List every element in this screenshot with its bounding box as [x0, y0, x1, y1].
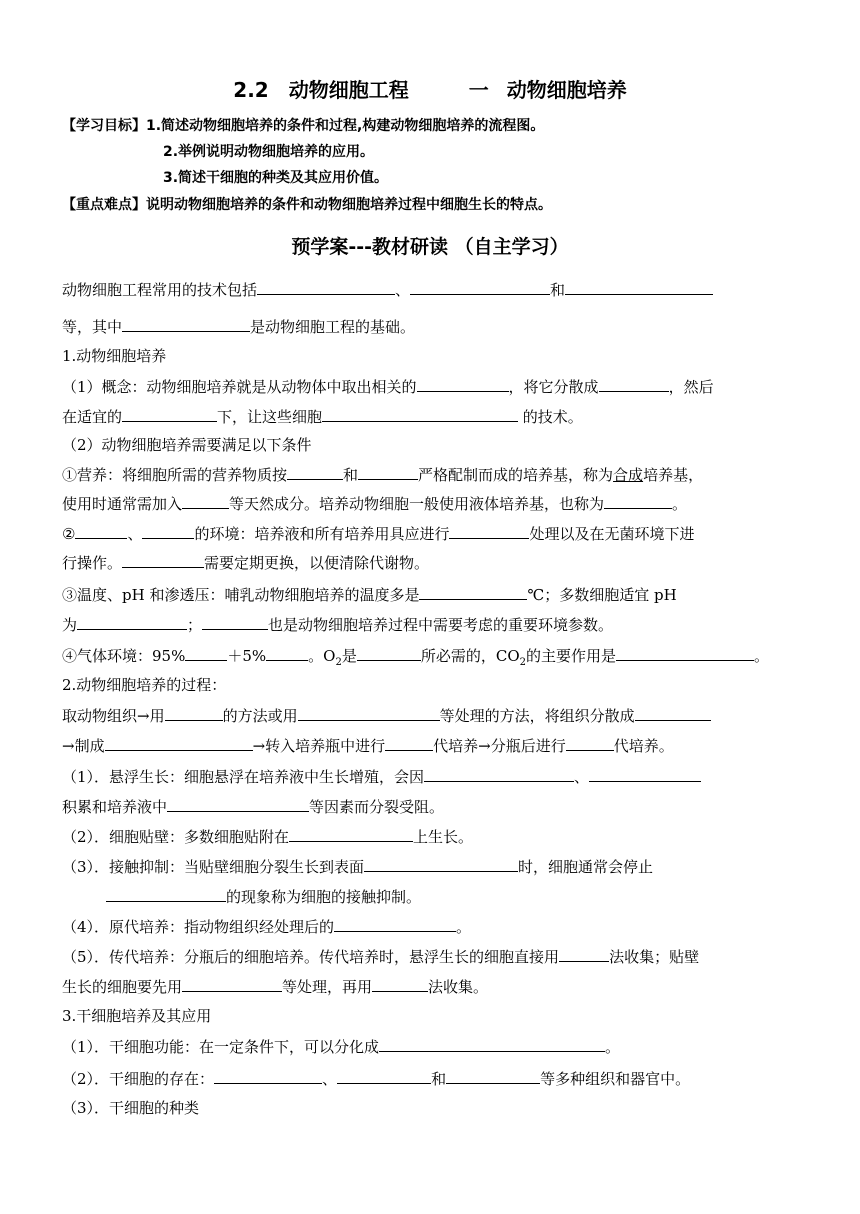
text: 下，让这些细胞 — [217, 408, 323, 426]
text: 。O — [308, 647, 336, 665]
temperature-line-1 — [62, 584, 677, 605]
fill-blank[interactable] — [559, 946, 609, 962]
fill-blank[interactable] — [122, 552, 204, 568]
fill-blank[interactable] — [334, 916, 456, 932]
objective-item: 1.简述动物细胞培养的条件和过程,构建动物细胞培养的流程图。 — [146, 118, 545, 134]
topic-title: 动物细胞培养 — [506, 78, 627, 102]
suspension-line-1 — [62, 766, 701, 787]
fill-blank[interactable] — [167, 796, 309, 812]
text: （1）．干细胞功能：在一定条件下，可以分化成 — [62, 1038, 380, 1056]
text: 、 — [127, 525, 143, 543]
text: 等因素而分裂受阻。 — [309, 798, 445, 816]
text: 行操作。 — [62, 554, 123, 572]
section-3-heading: 3.干细胞培养及其应用 — [62, 1007, 212, 1025]
stem-cell-function-line — [62, 1036, 620, 1057]
subscript: 2 — [519, 657, 526, 668]
text: 和 — [431, 1070, 447, 1088]
learning-objectives-3 — [163, 168, 388, 188]
text: ② — [62, 525, 76, 543]
section-1-heading: 1.动物细胞培养 — [62, 347, 167, 365]
section-number: 2.2 — [233, 78, 269, 102]
fill-blank[interactable] — [379, 1036, 605, 1052]
subculture-line-2 — [62, 976, 488, 997]
intro-line-2 — [62, 316, 415, 337]
text: 代培养。 — [613, 737, 674, 755]
text: （2）．细胞贴壁：多数细胞贴附在 — [62, 828, 290, 846]
text: 、 — [322, 1070, 338, 1088]
subscript: 2 — [335, 657, 342, 668]
text: ④气体环境：95% — [62, 647, 186, 665]
contact-inhibition-line-1 — [62, 856, 653, 877]
text: ℃；多数细胞适宜 pH — [527, 586, 677, 604]
text: 积累和培养液中 — [62, 798, 168, 816]
text: 代培养→分瓶后进行 — [433, 737, 566, 755]
fill-blank[interactable] — [635, 705, 711, 721]
text: 和 — [343, 466, 359, 484]
fill-blank[interactable] — [105, 735, 253, 751]
fill-blank[interactable] — [364, 856, 518, 872]
text: 等，其中 — [62, 318, 123, 336]
stem-cell-location-line — [62, 1068, 690, 1089]
text: 的技术。 — [518, 408, 583, 426]
fill-blank[interactable] — [410, 279, 550, 295]
text: （1）．悬浮生长：细胞悬浮在培养液中生长增殖，会因 — [62, 768, 425, 786]
fill-blank[interactable] — [214, 1068, 322, 1084]
text: 、 — [395, 281, 411, 299]
fill-blank[interactable] — [337, 1068, 431, 1084]
text: 。 — [605, 1038, 621, 1056]
text: （3）．接触抑制：当贴壁细胞分裂生长到表面 — [62, 858, 365, 876]
text: ＋5% — [227, 647, 267, 665]
fill-blank[interactable] — [142, 523, 194, 539]
text: 法收集。 — [428, 978, 489, 996]
fill-blank[interactable] — [182, 493, 229, 509]
text: （5）．传代培养：分瓶后的细胞培养。传代培养时，悬浮生长的细胞直接用 — [62, 948, 560, 966]
title-dash: 一 — [468, 78, 489, 102]
fill-blank[interactable] — [357, 645, 421, 661]
text: 需要定期更换，以便清除代谢物。 — [204, 554, 430, 572]
text: 时，细胞通常会停止 — [518, 858, 654, 876]
text: 。 — [754, 647, 770, 665]
gas-line — [62, 645, 769, 673]
text: （1）概念：动物细胞培养就是从动物体中取出相关的 — [62, 378, 417, 396]
text: 的主要作用是 — [526, 647, 617, 665]
fill-blank[interactable] — [566, 735, 614, 751]
process-line-2 — [62, 735, 674, 756]
fill-blank[interactable] — [122, 316, 250, 332]
fill-blank[interactable] — [419, 584, 527, 600]
objectives-label: 【学习目标】 — [62, 118, 146, 134]
fill-blank[interactable] — [424, 766, 574, 782]
nutrition-line-1 — [62, 464, 703, 485]
fill-blank[interactable] — [257, 279, 395, 295]
text: （2）．干细胞的存在： — [62, 1070, 215, 1088]
sterile-line-2 — [62, 552, 429, 573]
subculture-line-1 — [62, 946, 699, 967]
text: ，然后 — [668, 378, 714, 396]
text: 为 — [62, 616, 78, 634]
stem-cell-types-heading: （3）．干细胞的种类 — [62, 1099, 200, 1117]
text: 和 — [550, 281, 566, 299]
process-line-1 — [62, 705, 711, 726]
fill-blank[interactable] — [266, 645, 308, 661]
text: 的现象称为细胞的接触抑制。 — [226, 888, 422, 906]
fill-blank[interactable] — [385, 735, 433, 751]
text: 是 — [341, 647, 357, 665]
contact-inhibition-line-2 — [106, 886, 421, 907]
text: 是动物细胞工程的基础。 — [250, 318, 416, 336]
section-subtitle: 预学案---教材研读 （自主学习） — [291, 236, 569, 258]
text: 合成 — [613, 466, 644, 484]
text: 法收集；贴壁 — [609, 948, 700, 966]
key-points — [62, 195, 552, 215]
fill-blank[interactable] — [106, 886, 226, 902]
text: ①营养：将细胞所需的营养物质按 — [62, 466, 288, 484]
conditions-heading: （2）动物细胞培养需要满足以下条件 — [62, 436, 312, 454]
fill-blank[interactable] — [298, 705, 440, 721]
fill-blank[interactable] — [289, 826, 413, 842]
fill-blank[interactable] — [75, 523, 127, 539]
text: 的环境：培养液和所有培养用具应进行 — [194, 525, 450, 543]
text: →转入培养瓶中进行 — [252, 737, 386, 755]
fill-blank[interactable] — [446, 1068, 540, 1084]
fill-blank[interactable] — [449, 523, 529, 539]
suspension-line-2 — [62, 796, 444, 817]
key-points-label: 【重点难点】 — [62, 197, 146, 213]
fill-blank[interactable] — [616, 645, 754, 661]
text: 。 — [456, 918, 472, 936]
objective-item: 3.简述干细胞的种类及其应用价值。 — [163, 170, 389, 186]
temperature-line-2 — [62, 614, 613, 635]
objective-item: 2.举例说明动物细胞培养的应用。 — [163, 144, 375, 160]
text: 动物细胞工程常用的技术包括 — [62, 281, 258, 299]
text: 上生长。 — [413, 828, 474, 846]
text: 等天然成分。培养动物细胞一般使用液体培养基，也称为 — [229, 495, 605, 513]
text: 等多种组织和器官中。 — [540, 1070, 691, 1088]
learning-objectives-1 — [62, 116, 544, 136]
fill-blank[interactable] — [182, 976, 282, 992]
text: 处理以及在无菌环境下进 — [529, 525, 695, 543]
text: 等处理，再用 — [282, 978, 373, 996]
fill-blank[interactable] — [565, 279, 713, 295]
text: 使用时通常需加入 — [62, 495, 183, 513]
sterile-line-1 — [62, 523, 695, 544]
chapter-title: 动物细胞工程 — [288, 78, 409, 102]
adherence-line — [62, 826, 473, 847]
key-points-text: 说明动物细胞培养的条件和动物细胞培养过程中细胞生长的特点。 — [146, 197, 552, 213]
fill-blank[interactable] — [417, 376, 509, 392]
text: 等处理的方法，将组织分散成 — [439, 707, 635, 725]
text: （4）．原代培养：指动物组织经处理后的 — [62, 918, 335, 936]
text: 取动物组织→用 — [62, 707, 165, 725]
fill-blank[interactable] — [202, 614, 268, 630]
text: ，将它分散成 — [508, 378, 599, 396]
text: 培养基， — [643, 466, 704, 484]
fill-blank[interactable] — [165, 705, 223, 721]
learning-objectives-2 — [163, 142, 374, 162]
fill-blank[interactable] — [599, 376, 669, 392]
section-2-heading: 2.动物细胞培养的过程： — [62, 676, 227, 694]
text: 在适宜的 — [62, 408, 123, 426]
fill-blank[interactable] — [185, 645, 227, 661]
fill-blank[interactable] — [122, 406, 217, 422]
text: ③温度、pH 和渗透压：哺乳动物细胞培养的温度多是 — [62, 586, 420, 604]
nutrition-line-2 — [62, 493, 687, 514]
text: 。 — [672, 495, 688, 513]
fill-blank[interactable] — [77, 614, 187, 630]
concept-line-1 — [62, 376, 714, 397]
fill-blank[interactable] — [287, 464, 343, 480]
text: 所必需的，CO — [420, 647, 520, 665]
fill-blank[interactable] — [604, 493, 672, 509]
intro-line-1 — [62, 279, 713, 300]
fill-blank[interactable] — [322, 406, 518, 422]
fill-blank[interactable] — [358, 464, 418, 480]
page-title — [0, 74, 860, 103]
text: ； — [187, 616, 203, 634]
text: 生长的细胞要先用 — [62, 978, 183, 996]
text: 严格配制而成的培养基，称为 — [418, 466, 614, 484]
text: →制成 — [62, 737, 105, 755]
primary-culture-line — [62, 916, 471, 937]
concept-line-2 — [62, 406, 583, 427]
fill-blank[interactable] — [372, 976, 428, 992]
text: 也是动物细胞培养过程中需要考虑的重要环境参数。 — [268, 616, 614, 634]
fill-blank[interactable] — [589, 766, 701, 782]
text: 的方法或用 — [222, 707, 298, 725]
text: 、 — [574, 768, 590, 786]
